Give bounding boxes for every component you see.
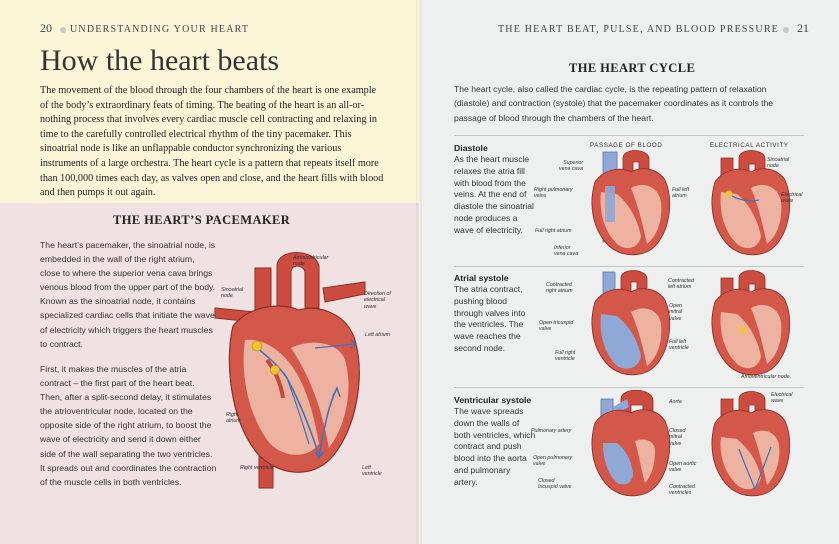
stage-title-atrial-systole: Atrial systole <box>454 273 509 283</box>
pacemaker-paragraph-2: First, it makes the muscles of the atria contract – the first part of the heart beat. Then, after a split-second delay, it stimulates the atrioventricular node, located on the opposite side of the right atrium, to boost the wave of electricity and send it down either side of the wall separating the two ventricles. It spreads out and coordinates the contraction of the muscle cells in both ventricles. <box>40 364 217 487</box>
label-superior-vena-cava: Superior vena cava <box>559 160 584 173</box>
divider <box>454 387 804 388</box>
label-pulmonary-artery: Pulmonary artery <box>531 428 572 434</box>
page-number: 21 <box>797 21 809 35</box>
heart-cycle-heading: THE HEART CYCLE <box>569 61 696 75</box>
bullet-icon <box>60 27 66 33</box>
heart-cycle-intro: The heart cycle, also called the cardiac cycle, is the repeating pattern of relaxation (diastole) and contraction (systole) that the pacemaker coordinates as it controls the passage of blood through the chambers of the heart. <box>454 84 774 123</box>
label-left-atrium: Left atrium <box>365 332 391 338</box>
stage-text-atrial-systole: The atria contract, pushing blood through valves into the ventricles. The wave reaches the second node. <box>454 284 526 353</box>
label-left-ventricle: Left ventricle <box>362 465 382 478</box>
page-number: 20 <box>40 21 52 35</box>
label-contracted-ventricles: Contracted ventricles <box>669 484 695 497</box>
label-full-left-atrium: Full left atrium <box>672 187 690 200</box>
label-atrioventricular-node: Atrioventricular node <box>741 374 790 380</box>
label-full-right-atrium: Full right atrium <box>535 228 572 234</box>
label-inferior-vena-cava: Inferior vena cava <box>554 245 579 258</box>
right-folio <box>498 21 809 36</box>
stage-title-ventricular-systole: Ventricular systole <box>454 395 532 405</box>
label-aorta: Aorta <box>669 399 682 405</box>
label-open-aortic-valve: Open aortic valve <box>669 461 697 474</box>
left-folio <box>40 21 249 36</box>
label-atrioventricular-node: Atrioventricular node <box>293 255 329 268</box>
label-right-ventricle: Right ventricle <box>240 465 274 471</box>
ventricular-systole-electrical-heart <box>709 393 799 503</box>
label-right-atrium: Right atrium <box>226 412 241 425</box>
stage-text-ventricular-systole: The wave spreads down the walls of both ventricles, which contract and push blood into the aorta and pulmonary artery. <box>454 406 536 487</box>
pacemaker-heart-illustration <box>215 248 375 488</box>
label-open-pulmonary-valve: Open pulmonary valve <box>533 455 573 468</box>
column-header-passage: PASSAGE OF BLOOD <box>590 142 663 149</box>
label-full-right-ventricle: Full right ventricle <box>555 350 576 363</box>
divider <box>454 135 804 136</box>
stage-title-diastole: Diastole <box>454 143 488 153</box>
label-contracted-right-atrium: Contracted right atrium <box>546 282 573 295</box>
right-page <box>419 0 839 544</box>
pacemaker-paragraph-1: The heart’s pacemaker, the sinoatrial node, is embedded in the wall of the right atrium, close to where the superior vena cava brings venous blood from the upper part of the body. Known as the sinoatrial node, it contains specialized cardiac cells that initiate the wave of electricity which triggers the heart muscles to contract. <box>40 240 216 349</box>
page-title: How the heart beats <box>40 44 280 77</box>
label-full-left-ventricle: Full left ventricle <box>669 339 689 352</box>
label-closed-mitral-valve: Closed mitral valve <box>669 428 686 447</box>
label-open-tricuspid-valve: Open tricuspid valve <box>539 320 574 333</box>
running-head: THE HEART BEAT, PULSE, AND BLOOD PRESSURE <box>497 24 779 35</box>
label-contracted-left-atrium: Contracted left atrium <box>668 278 694 291</box>
label-electrical-wave: Electrical wave <box>771 392 793 405</box>
intro-paragraph: The movement of the blood through the four chambers of the heart is one example of the body’s extraordinary feats of timing. The beating of the heart is an all-or-nothing process that involves every cardiac muscle cell contracting and relaxing in time to the carefully controlled electrical rhythm of the tiny pacemaker. This sinoatrial node is like an unflappable conductor synchronizing the various instruments of a large orchestra. The heart cycle is a pattern that repeats itself more than 100,000 times each day, as valves open and close, and the heart fills with blood and then pumps it out again. <box>40 85 384 199</box>
label-closed-tricuspid-valve: Closed tricuspid valve <box>538 478 572 491</box>
column-header-electrical: ELECTRICAL ACTIVITY <box>710 142 789 149</box>
bullet-icon <box>783 27 789 33</box>
atrial-systole-electrical-heart <box>709 272 799 382</box>
label-open-mitral-valve: Open mitral valve <box>669 303 682 322</box>
divider <box>454 266 804 267</box>
left-page <box>0 0 419 544</box>
label-sinoatrial-node: Sinoatrial node <box>221 287 244 300</box>
ventricular-systole-blood-heart <box>587 393 677 503</box>
running-head: UNDERSTANDING YOUR HEART <box>70 24 250 35</box>
label-direction-of-wave: Direction of electrical wave <box>364 291 391 310</box>
pacemaker-heading: THE HEART’S PACEMAKER <box>113 213 291 227</box>
label-sinoatrial-node: Sinoatrial node <box>767 157 790 170</box>
book-gutter <box>416 0 422 544</box>
label-right-pulmonary-veins: Right pulmonary veins <box>534 187 573 200</box>
label-electrical-wave: Electrical wave <box>781 192 803 205</box>
stage-text-diastole: As the heart muscle relaxes the atria fill with blood from the veins. At the end of diastole the sinoatrial node produces a wave of electricity. <box>454 154 534 235</box>
diastole-blood-heart <box>587 152 677 262</box>
atrial-systole-blood-heart <box>587 272 677 382</box>
